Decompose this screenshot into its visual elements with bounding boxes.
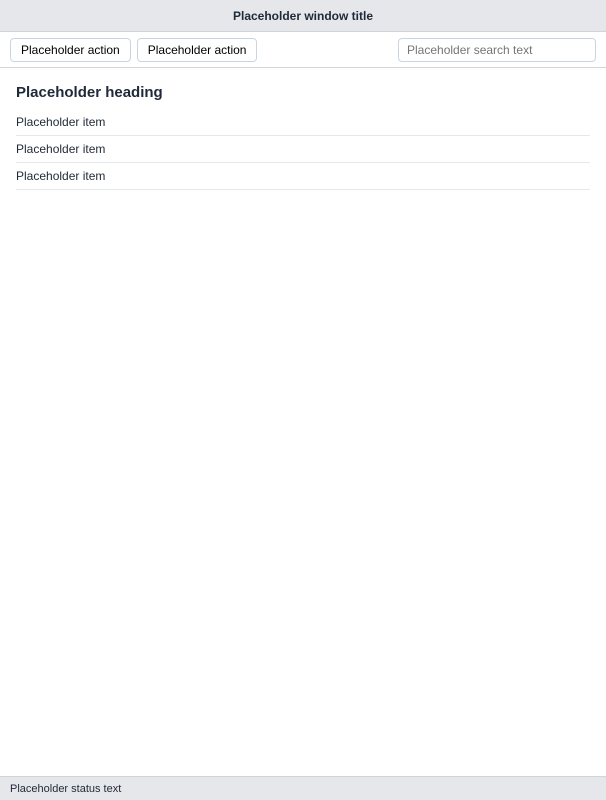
title-bar: [0, 0, 606, 32]
item-list: [16, 109, 590, 190]
page-title: Placeholder heading: [16, 84, 163, 101]
status-bar: [0, 776, 606, 800]
list-item[interactable]: Placeholder item: [16, 136, 590, 163]
list-item[interactable]: Placeholder item: [16, 163, 590, 190]
main-content: [0, 68, 606, 776]
toolbar: [0, 32, 606, 68]
list-item[interactable]: Placeholder item: [16, 109, 590, 136]
status-text: Placeholder status text: [10, 782, 122, 795]
secondary-button[interactable]: Placeholder action: [137, 38, 258, 62]
window-title: Placeholder window title: [232, 8, 374, 23]
search-input[interactable]: [398, 38, 596, 62]
primary-button[interactable]: Placeholder action: [10, 38, 131, 62]
